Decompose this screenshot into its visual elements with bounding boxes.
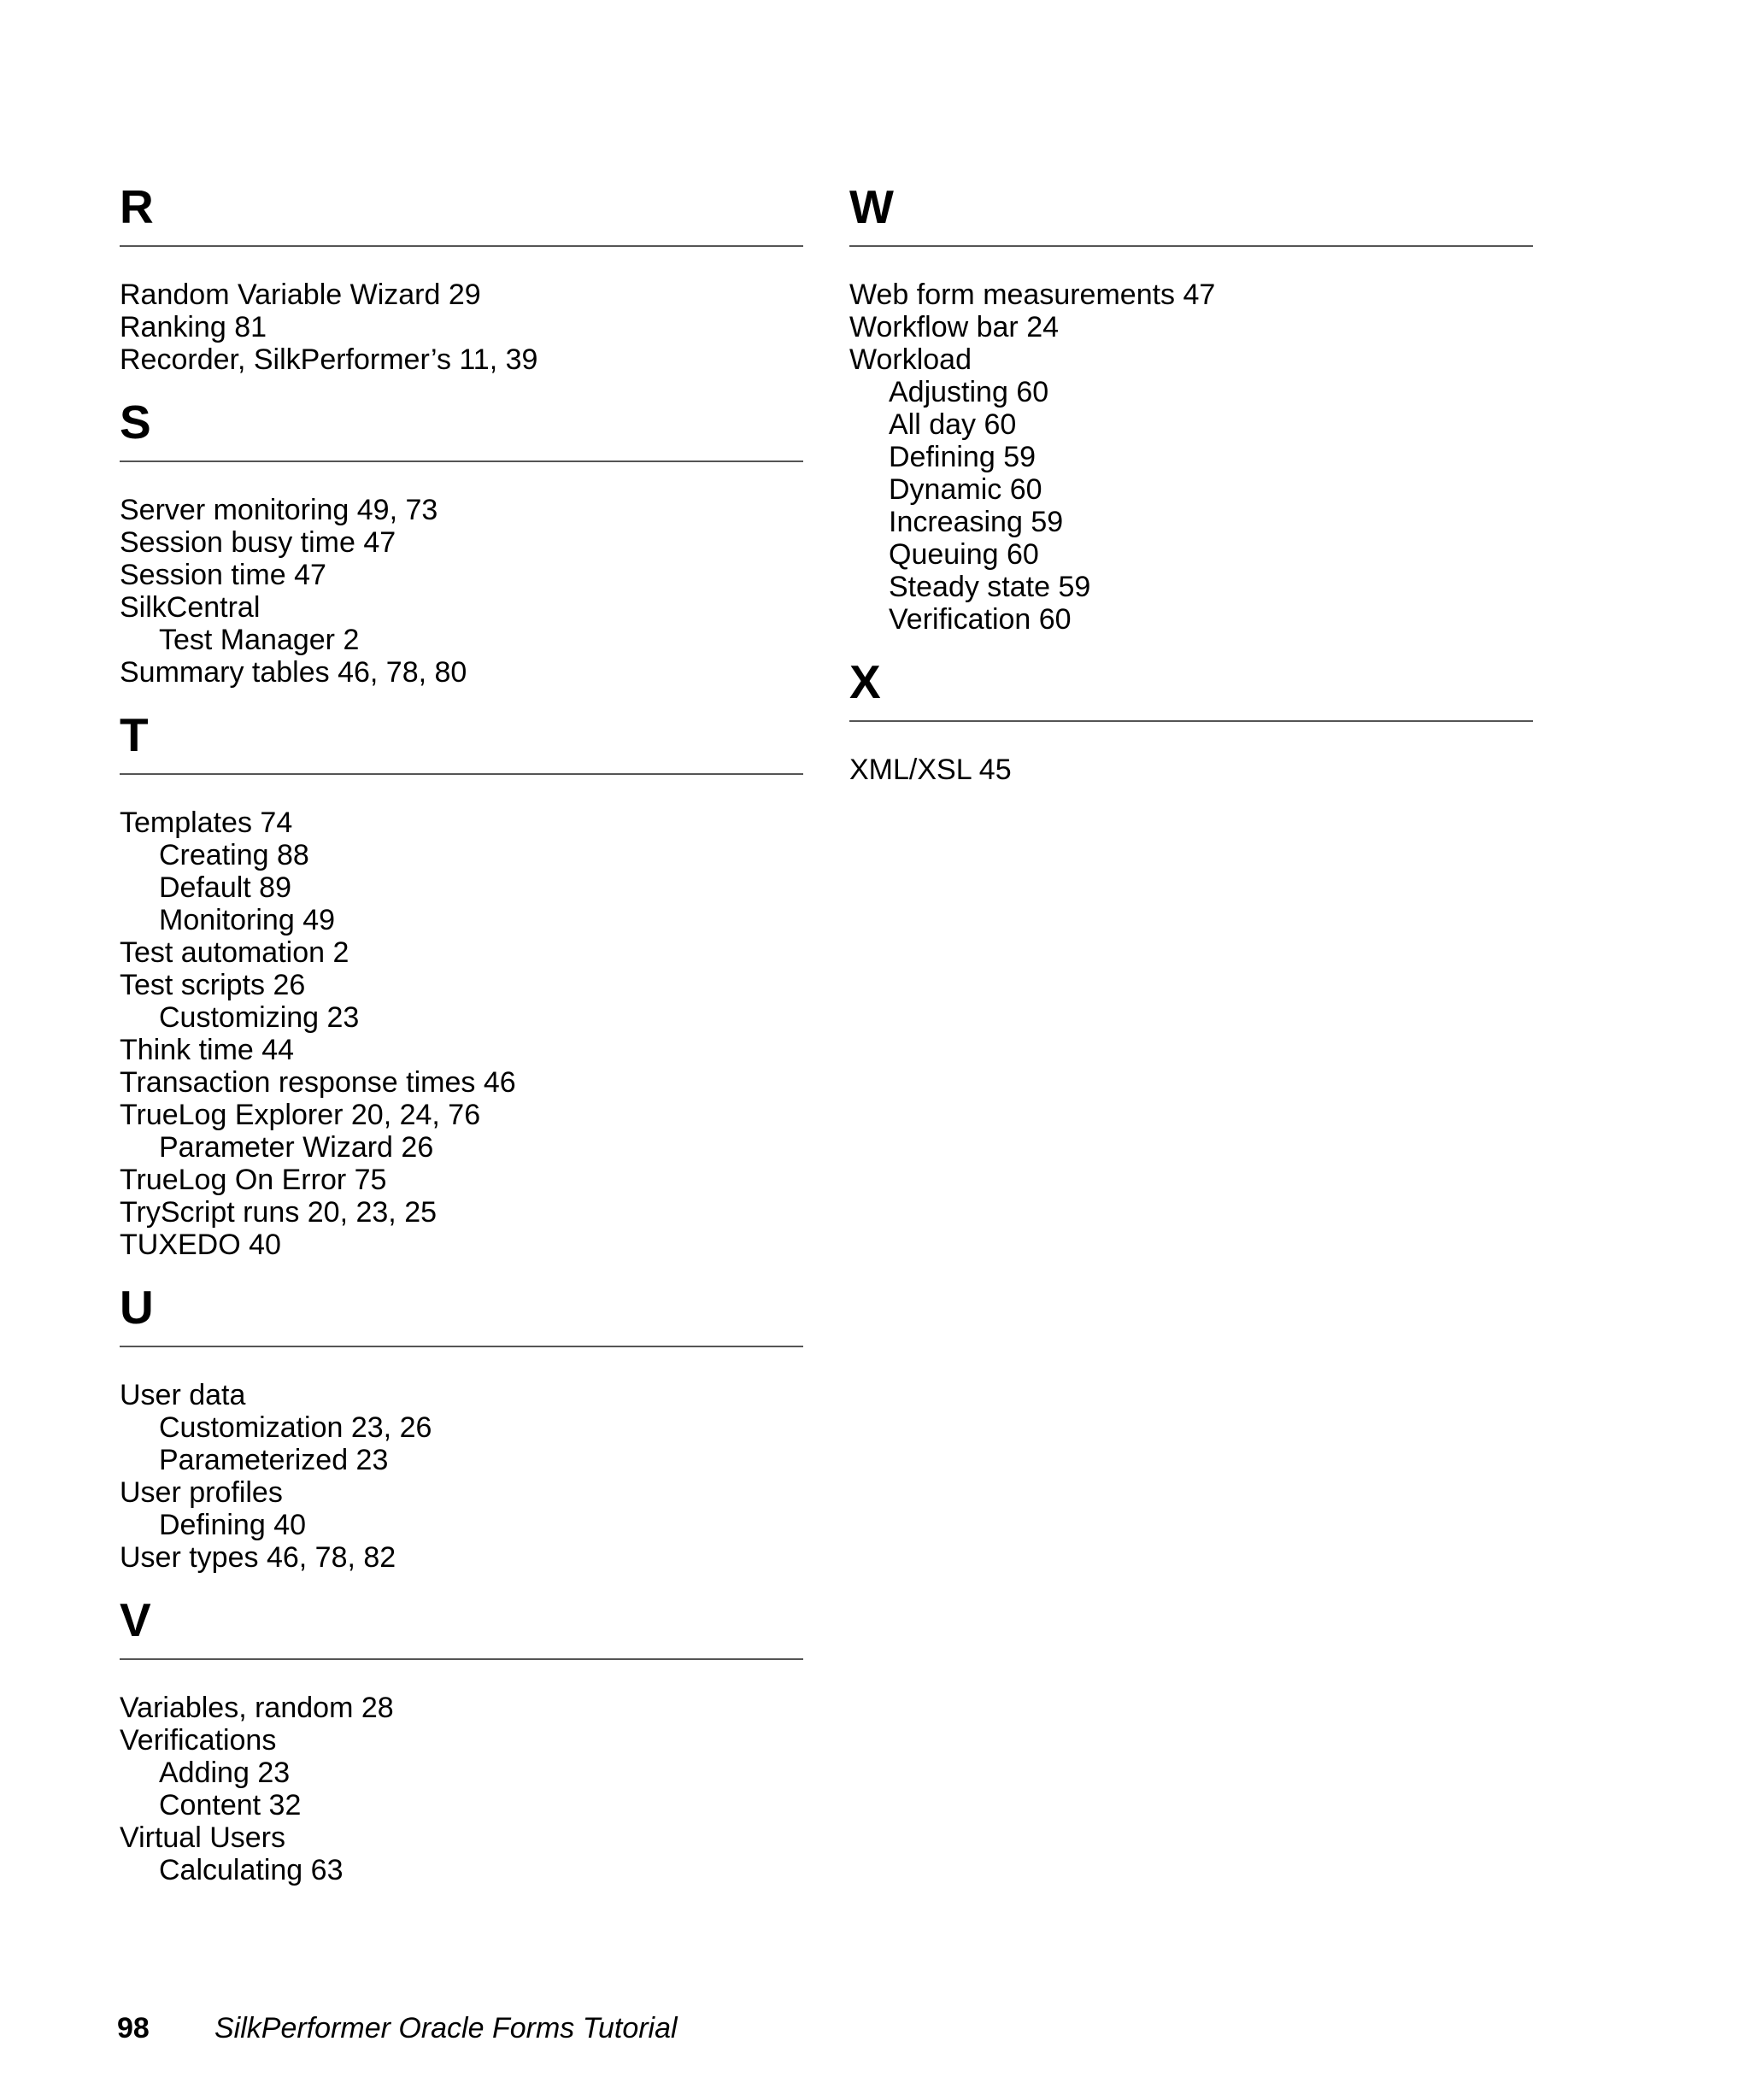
index-section-x (849, 653, 1533, 786)
index-section-t (120, 706, 803, 1261)
index-entry: Virtual Users (120, 1821, 285, 1854)
index-subentry: Adjusting 60 (889, 376, 1049, 408)
index-subentry: Increasing 59 (889, 506, 1064, 538)
index-entry: Workload (849, 343, 972, 376)
index-section-u (120, 1278, 803, 1574)
index-entry-list (849, 754, 1533, 786)
index-subentry: Default 89 (159, 871, 291, 904)
index-entry: Session time 47 (120, 559, 326, 591)
index-subentry: Customization 23, 26 (159, 1411, 432, 1444)
index-entry: TrueLog Explorer 20, 24, 76 (120, 1099, 481, 1131)
index-entry: Test scripts 26 (120, 969, 306, 1001)
index-subentry: Dynamic 60 (889, 473, 1042, 506)
section-letter-heading: S (120, 396, 151, 449)
section-divider (120, 1658, 803, 1660)
section-divider (120, 460, 803, 462)
index-subentry: Customizing 23 (159, 1001, 360, 1034)
index-subentry: Content 32 (159, 1789, 302, 1821)
index-entry-list (120, 1379, 803, 1574)
page-footer (117, 2011, 678, 2045)
index-subentry: Test Manager 2 (159, 624, 360, 656)
index-entry: Think time 44 (120, 1034, 295, 1066)
index-entry-list (120, 1692, 803, 1886)
index-subentry: Adding 23 (159, 1757, 291, 1789)
index-entry-list (120, 279, 803, 376)
index-entry: TryScript runs 20, 23, 25 (120, 1196, 438, 1229)
section-letter-heading: U (120, 1281, 154, 1334)
index-entry-list (120, 807, 803, 1261)
index-section-r (120, 178, 803, 376)
index-subentry: Parameterized 23 (159, 1444, 389, 1476)
index-subentry: Queuing 60 (889, 538, 1039, 571)
index-subentry: Creating 88 (159, 839, 309, 871)
section-divider (849, 720, 1533, 722)
index-subentry: Calculating 63 (159, 1854, 344, 1886)
section-letter-heading: X (849, 655, 881, 708)
index-entry: Variables, random 28 (120, 1692, 394, 1724)
index-entry: XML/XSL 45 (849, 754, 1012, 786)
index-column-right (849, 178, 1533, 786)
index-entry: Test automation 2 (120, 936, 349, 969)
index-section-s (120, 393, 803, 689)
index-entry: TrueLog On Error 75 (120, 1164, 387, 1196)
index-section-v (120, 1591, 803, 1886)
section-letter-heading: W (849, 180, 894, 233)
index-section-w (849, 178, 1533, 636)
section-letter-heading: V (120, 1593, 151, 1646)
section-letter-heading: T (120, 708, 149, 761)
index-entry: Verifications (120, 1724, 277, 1757)
index-entry: User profiles (120, 1476, 283, 1509)
index-subentry: Monitoring 49 (159, 904, 336, 936)
index-entry: Transaction response times 46 (120, 1066, 516, 1099)
index-entry: Ranking 81 (120, 311, 267, 343)
index-subentry: Verification 60 (889, 603, 1072, 636)
book-title: SilkPerformer Oracle Forms Tutorial (214, 2012, 678, 2044)
index-subentry: Parameter Wizard 26 (159, 1131, 434, 1164)
page-number: 98 (117, 2012, 150, 2044)
index-column-left (120, 178, 803, 1886)
index-entry: User data (120, 1379, 246, 1411)
index-entry: Random Variable Wizard 29 (120, 279, 481, 311)
index-entry: Session busy time 47 (120, 526, 396, 559)
section-divider (120, 1346, 803, 1347)
section-divider (120, 773, 803, 775)
index-entry: Recorder, SilkPerformer’s 11, 39 (120, 343, 538, 376)
index-subentry: Defining 40 (159, 1509, 307, 1541)
index-entry: Server monitoring 49, 73 (120, 494, 438, 526)
index-entry: Workflow bar 24 (849, 311, 1060, 343)
index-entry: Summary tables 46, 78, 80 (120, 656, 467, 689)
section-letter-heading: R (120, 180, 154, 233)
section-divider (120, 245, 803, 247)
index-entry: Templates 74 (120, 807, 293, 839)
index-entry: SilkCentral (120, 591, 261, 624)
index-subentry: Defining 59 (889, 441, 1036, 473)
index-entry: TUXEDO 40 (120, 1229, 281, 1261)
index-entry: User types 46, 78, 82 (120, 1541, 396, 1574)
section-divider (849, 245, 1533, 247)
index-entry-list (120, 494, 803, 689)
index-subentry: Steady state 59 (889, 571, 1091, 603)
index-entry-list (849, 279, 1533, 636)
index-subentry: All day 60 (889, 408, 1017, 441)
index-entry: Web form measurements 47 (849, 279, 1216, 311)
